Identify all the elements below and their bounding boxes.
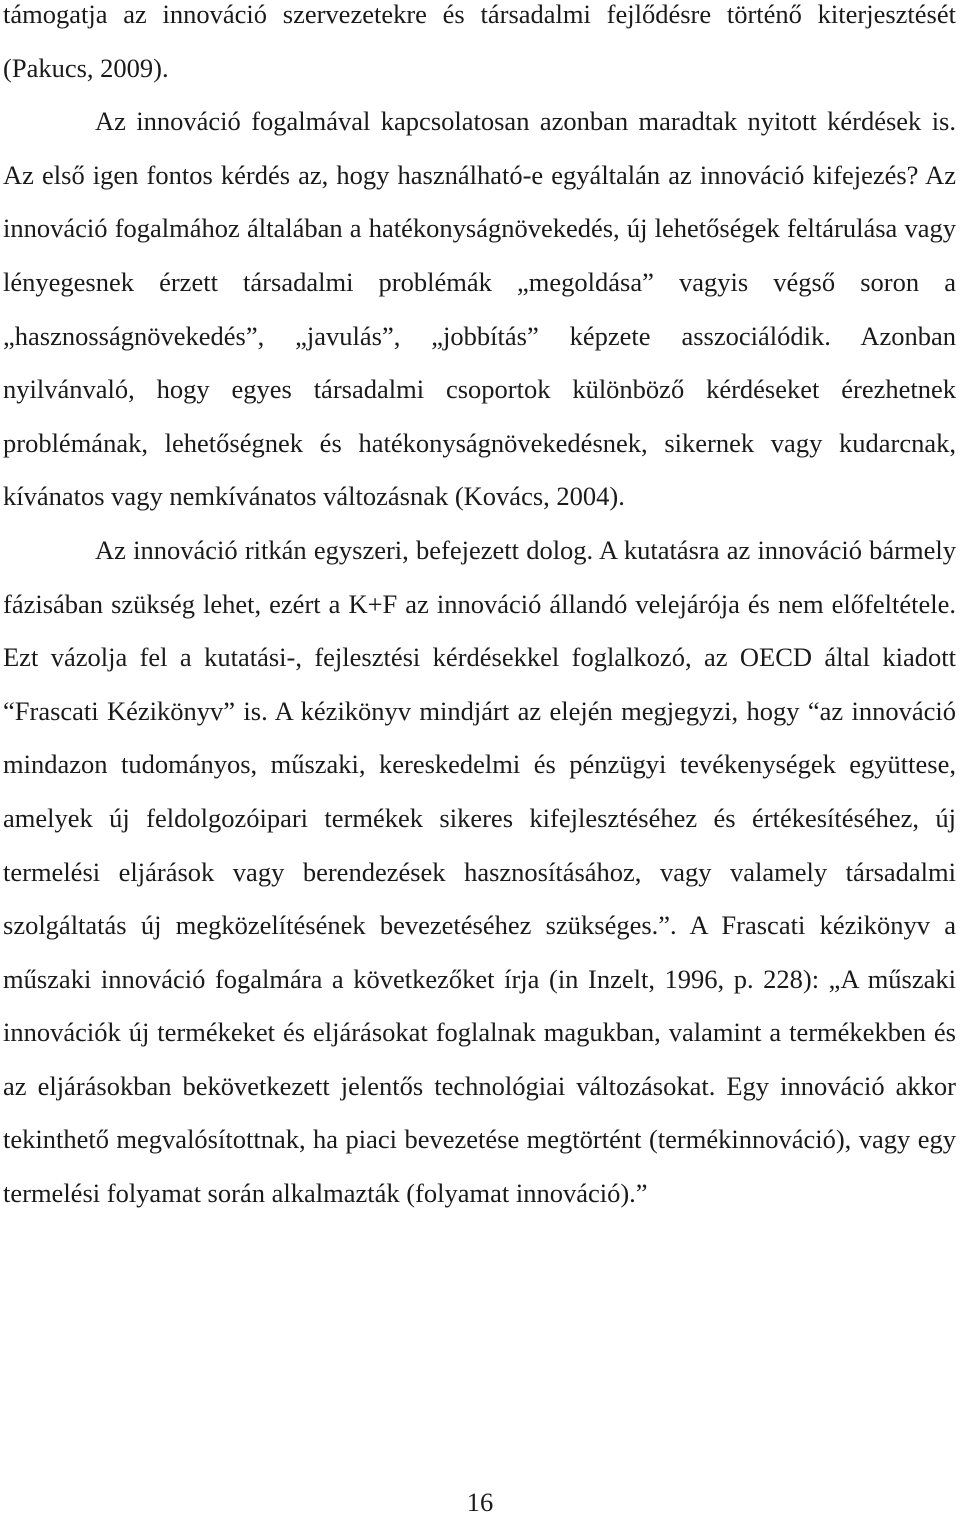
paragraph-2: Az innováció fogalmával kapcsolatosan azonban maradtak nyitott kérdések is. Az első igen fontos kérdés az, hogy használható-e egyáltalán az innováció kifejezés? Az innováció fogalmához általában a hatékonyságnövekedés, új lehetőségek feltárulása vagy lényegesnek érzett társadalmi problémák „megoldása” vagyis végső soron a „hasznosságnövekedés”, „javulás”, „jobbítás” képzete asszociálódik. Azonban nyilvánvaló, hogy egyes társadalmi csoportok különböző kérdéseket érezhetnek problémának, lehetőségnek és hatékonyságnövekedésnek, sikernek vagy kudarcnak, kívánatos vagy nemkívánatos változásnak (Kovács, 2004). (3, 106, 956, 512)
paragraph-3: Az innováció ritkán egyszeri, befejezett dolog. A kutatásra az innováció bármely fázisában szükség lehet, ezért a K+F az innováció állandó velejárója és nem előfeltétele. Ezt vázolja fel a kutatási-, fejlesztési kérdésekkel foglalkozó, az OECD által kiadott “Frascati Kézikönyv” is. A kézikönyv mindjárt az elején megjegyzi, hogy “az innováció mindazon tudományos, műszaki, kereskedelmi és pénzügyi tevékenységek együttese, amelyek új feldolgozóipari termékek sikeres kifejlesztéséhez és értékesítéséhez, új termelési eljárások vagy berendezések hasznosításához, vagy valamely társadalmi szolgáltatás új megközelítésének bevezetéséhez szükséges.”. A Frascati kézikönyv a műszaki innováció fogalmára a következőket írja (in Inzelt, 1996, p. 228): „A műszaki innovációk új termékeket és eljárásokat foglalnak magukban, valamint a termékekben és az eljárásokban bekövetkezett jelentős technológiai változásokat. Egy innováció akkor tekinthető megvalósítottnak, ha piaci bevezetése megtörtént (termékinnováció), vagy egy termelési folyamat során alkalmazták (folyamat innováció).” (3, 534, 956, 1209)
page-number: 16 (466, 1487, 494, 1517)
paragraph-1: támogatja az innováció szervezetekre és társadalmi fejlődésre történő kiterjesztését (Pakucs, 2009). (3, 0, 956, 83)
body-text (3, 0, 956, 1221)
